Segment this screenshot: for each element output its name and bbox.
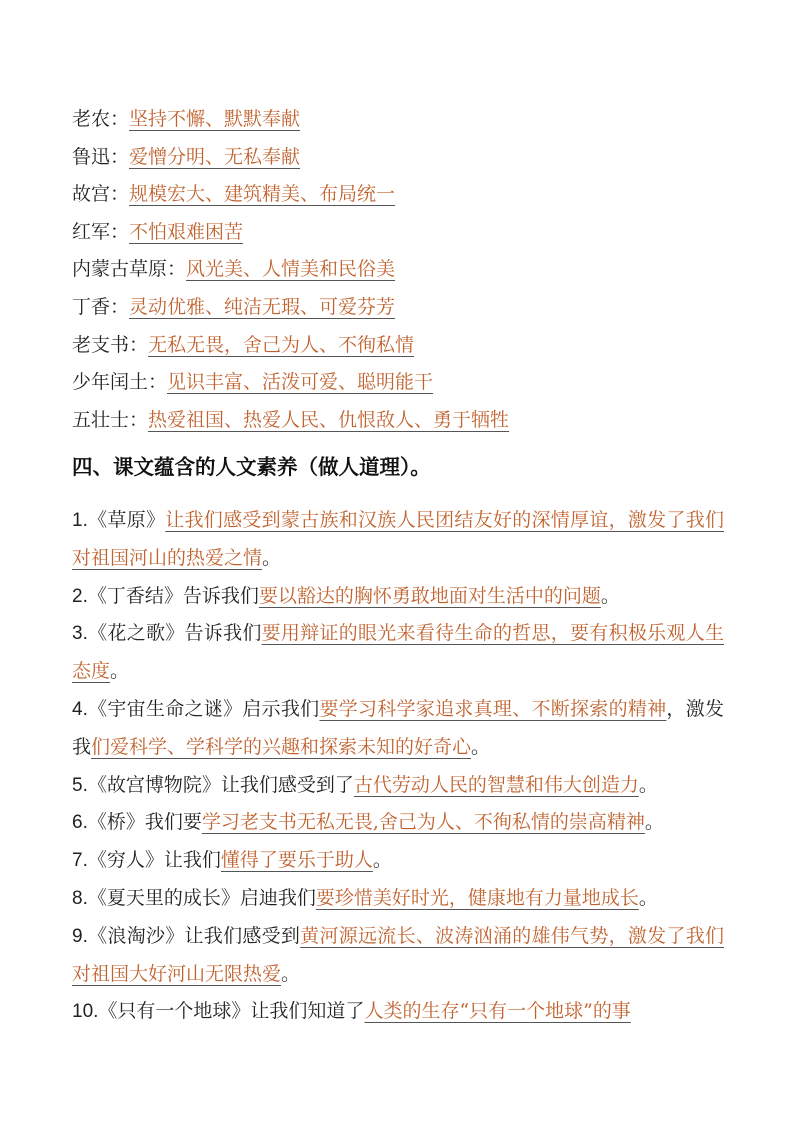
lesson-end: 。 (110, 660, 130, 683)
lesson-prompt: 《桥》我们要 (87, 811, 202, 834)
separator: ： (110, 108, 130, 130)
character-trait: 无私无畏，舍己为人、不徇私情 (148, 333, 415, 356)
lesson-prompt: 《夏天里的成长》启迪我们 (87, 886, 316, 909)
character-trait: 坚持不懈、默默奉献 (129, 108, 301, 130)
character-name: 老农 (72, 108, 111, 130)
lesson-answer: 古代劳动人民的智慧和伟大创造力 (353, 773, 639, 796)
lesson-prompt: 《穷人》让我们 (87, 849, 221, 872)
character-name: 鲁迅 (72, 145, 111, 168)
character-name: 红军 (72, 220, 111, 243)
lesson-item (72, 691, 724, 767)
character-name: 老支书 (72, 333, 130, 356)
lesson-prompt: 《丁香结》告诉我们 (87, 584, 259, 607)
lesson-answer-2: 们爱科学、学科学的兴趣和探索未知的好奇心 (91, 735, 472, 758)
lesson-prompt: 《花之歌》告诉我们 (87, 622, 262, 645)
separator: ： (110, 183, 130, 206)
lesson-end: 。 (262, 546, 282, 569)
section-heading: 四、课文蕴含的人文素养（做人道理）。 (72, 455, 431, 479)
item-number: 1. (72, 510, 88, 531)
lesson-answer: 学习老支书无私无畏,舍己为人、不徇私情的崇高精神 (201, 811, 645, 834)
lesson-prompt: 《故宫博物院》让我们感受到了 (87, 773, 354, 796)
character-row (72, 364, 732, 402)
separator: ： (110, 145, 130, 168)
lesson-item (72, 578, 724, 616)
separator: ： (167, 258, 187, 281)
separator: ： (129, 408, 149, 431)
character-trait: 规模宏大、建筑精美、布局统一 (129, 183, 396, 206)
character-row (72, 176, 732, 214)
lesson-end: 。 (638, 773, 658, 796)
lesson-answer: 黄河源远流长、波涛汹涌的雄伟气势，激发了我们对祖国大好河山无限热爱 (72, 924, 724, 985)
character-row (72, 327, 732, 365)
lesson-item (72, 993, 724, 1031)
lesson-answer: 懂得了要乐于助人 (220, 849, 373, 872)
lesson-answer: 要用辩证的眼光来看待生命的哲思，要有积极乐观人生态度 (72, 622, 724, 683)
lesson-item (72, 767, 724, 805)
lesson-item (72, 880, 724, 918)
lesson-item (72, 804, 724, 842)
item-number: 10. (72, 1001, 99, 1023)
item-number: 4. (72, 698, 88, 720)
character-row (72, 402, 732, 440)
lesson-answer: 让我们感受到蒙古族和汉族人民团结友好的深情厚谊，激发了我们对祖国河山的热爱之情 (72, 509, 724, 569)
item-number: 2. (72, 585, 88, 607)
character-row (72, 101, 732, 139)
separator: ： (148, 371, 168, 394)
character-row (72, 214, 732, 252)
lesson-end: 。 (471, 735, 491, 758)
item-number: 8. (72, 887, 88, 909)
lesson-end: 。 (600, 584, 620, 607)
lesson-prompt: 《只有一个地球》让我们知道了 (98, 1000, 365, 1023)
character-row (72, 251, 732, 289)
character-name: 内蒙古草原 (72, 258, 168, 281)
character-trait: 爱憎分明、无私奉献 (129, 145, 301, 168)
character-row (72, 139, 732, 177)
separator: ： (129, 333, 149, 356)
character-trait-list (72, 101, 732, 439)
lesson-end: 。 (644, 811, 664, 834)
lesson-end: 。 (638, 886, 658, 909)
character-trait: 不怕艰难困苦 (129, 220, 244, 243)
lesson-answer: 要学习科学家追求真理、不断探索的精神 (319, 697, 667, 720)
lesson-end: 。 (281, 962, 301, 985)
character-trait: 风光美、人情美和民俗美 (186, 258, 396, 281)
item-number: 7. (72, 850, 88, 872)
lesson-mid: ，激发我 (72, 697, 724, 758)
lesson-item (72, 615, 724, 691)
character-trait: 见识丰富、活泼可爱、聪明能干 (167, 371, 434, 394)
separator: ： (110, 295, 130, 318)
lesson-item (72, 842, 724, 880)
lesson-answer: 要珍惜美好时光，健康地有力量地成长 (315, 886, 639, 909)
character-name: 五壮士 (72, 408, 130, 431)
lesson-prompt: 《宇宙生命之谜》启示我们 (87, 697, 320, 720)
lesson-prompt: 《浪淘沙》让我们感受到 (87, 924, 301, 947)
lesson-prompt: 《草原》 (87, 509, 166, 531)
item-number: 9. (72, 925, 88, 947)
lesson-item (72, 502, 724, 578)
lesson-list (72, 502, 724, 1031)
character-name: 丁香 (72, 295, 111, 318)
separator: ： (110, 220, 130, 243)
lesson-end: 。 (372, 849, 392, 872)
item-number: 5. (72, 774, 88, 796)
character-row (72, 289, 732, 327)
character-trait: 灵动优雅、纯洁无瑕、可爱芬芳 (129, 295, 396, 318)
lesson-item (72, 918, 724, 994)
lesson-answer: 人类的生存“只有一个地球”的事 (364, 1000, 631, 1023)
character-trait: 热爱祖国、热爱人民、仇恨敌人、勇于牺牲 (148, 408, 510, 431)
item-number: 3. (72, 623, 88, 645)
character-name: 少年闰土 (72, 371, 149, 394)
item-number: 6. (72, 812, 88, 834)
character-name: 故宫 (72, 183, 111, 206)
lesson-answer: 要以豁达的胸怀勇敢地面对生活中的问题 (258, 584, 601, 607)
